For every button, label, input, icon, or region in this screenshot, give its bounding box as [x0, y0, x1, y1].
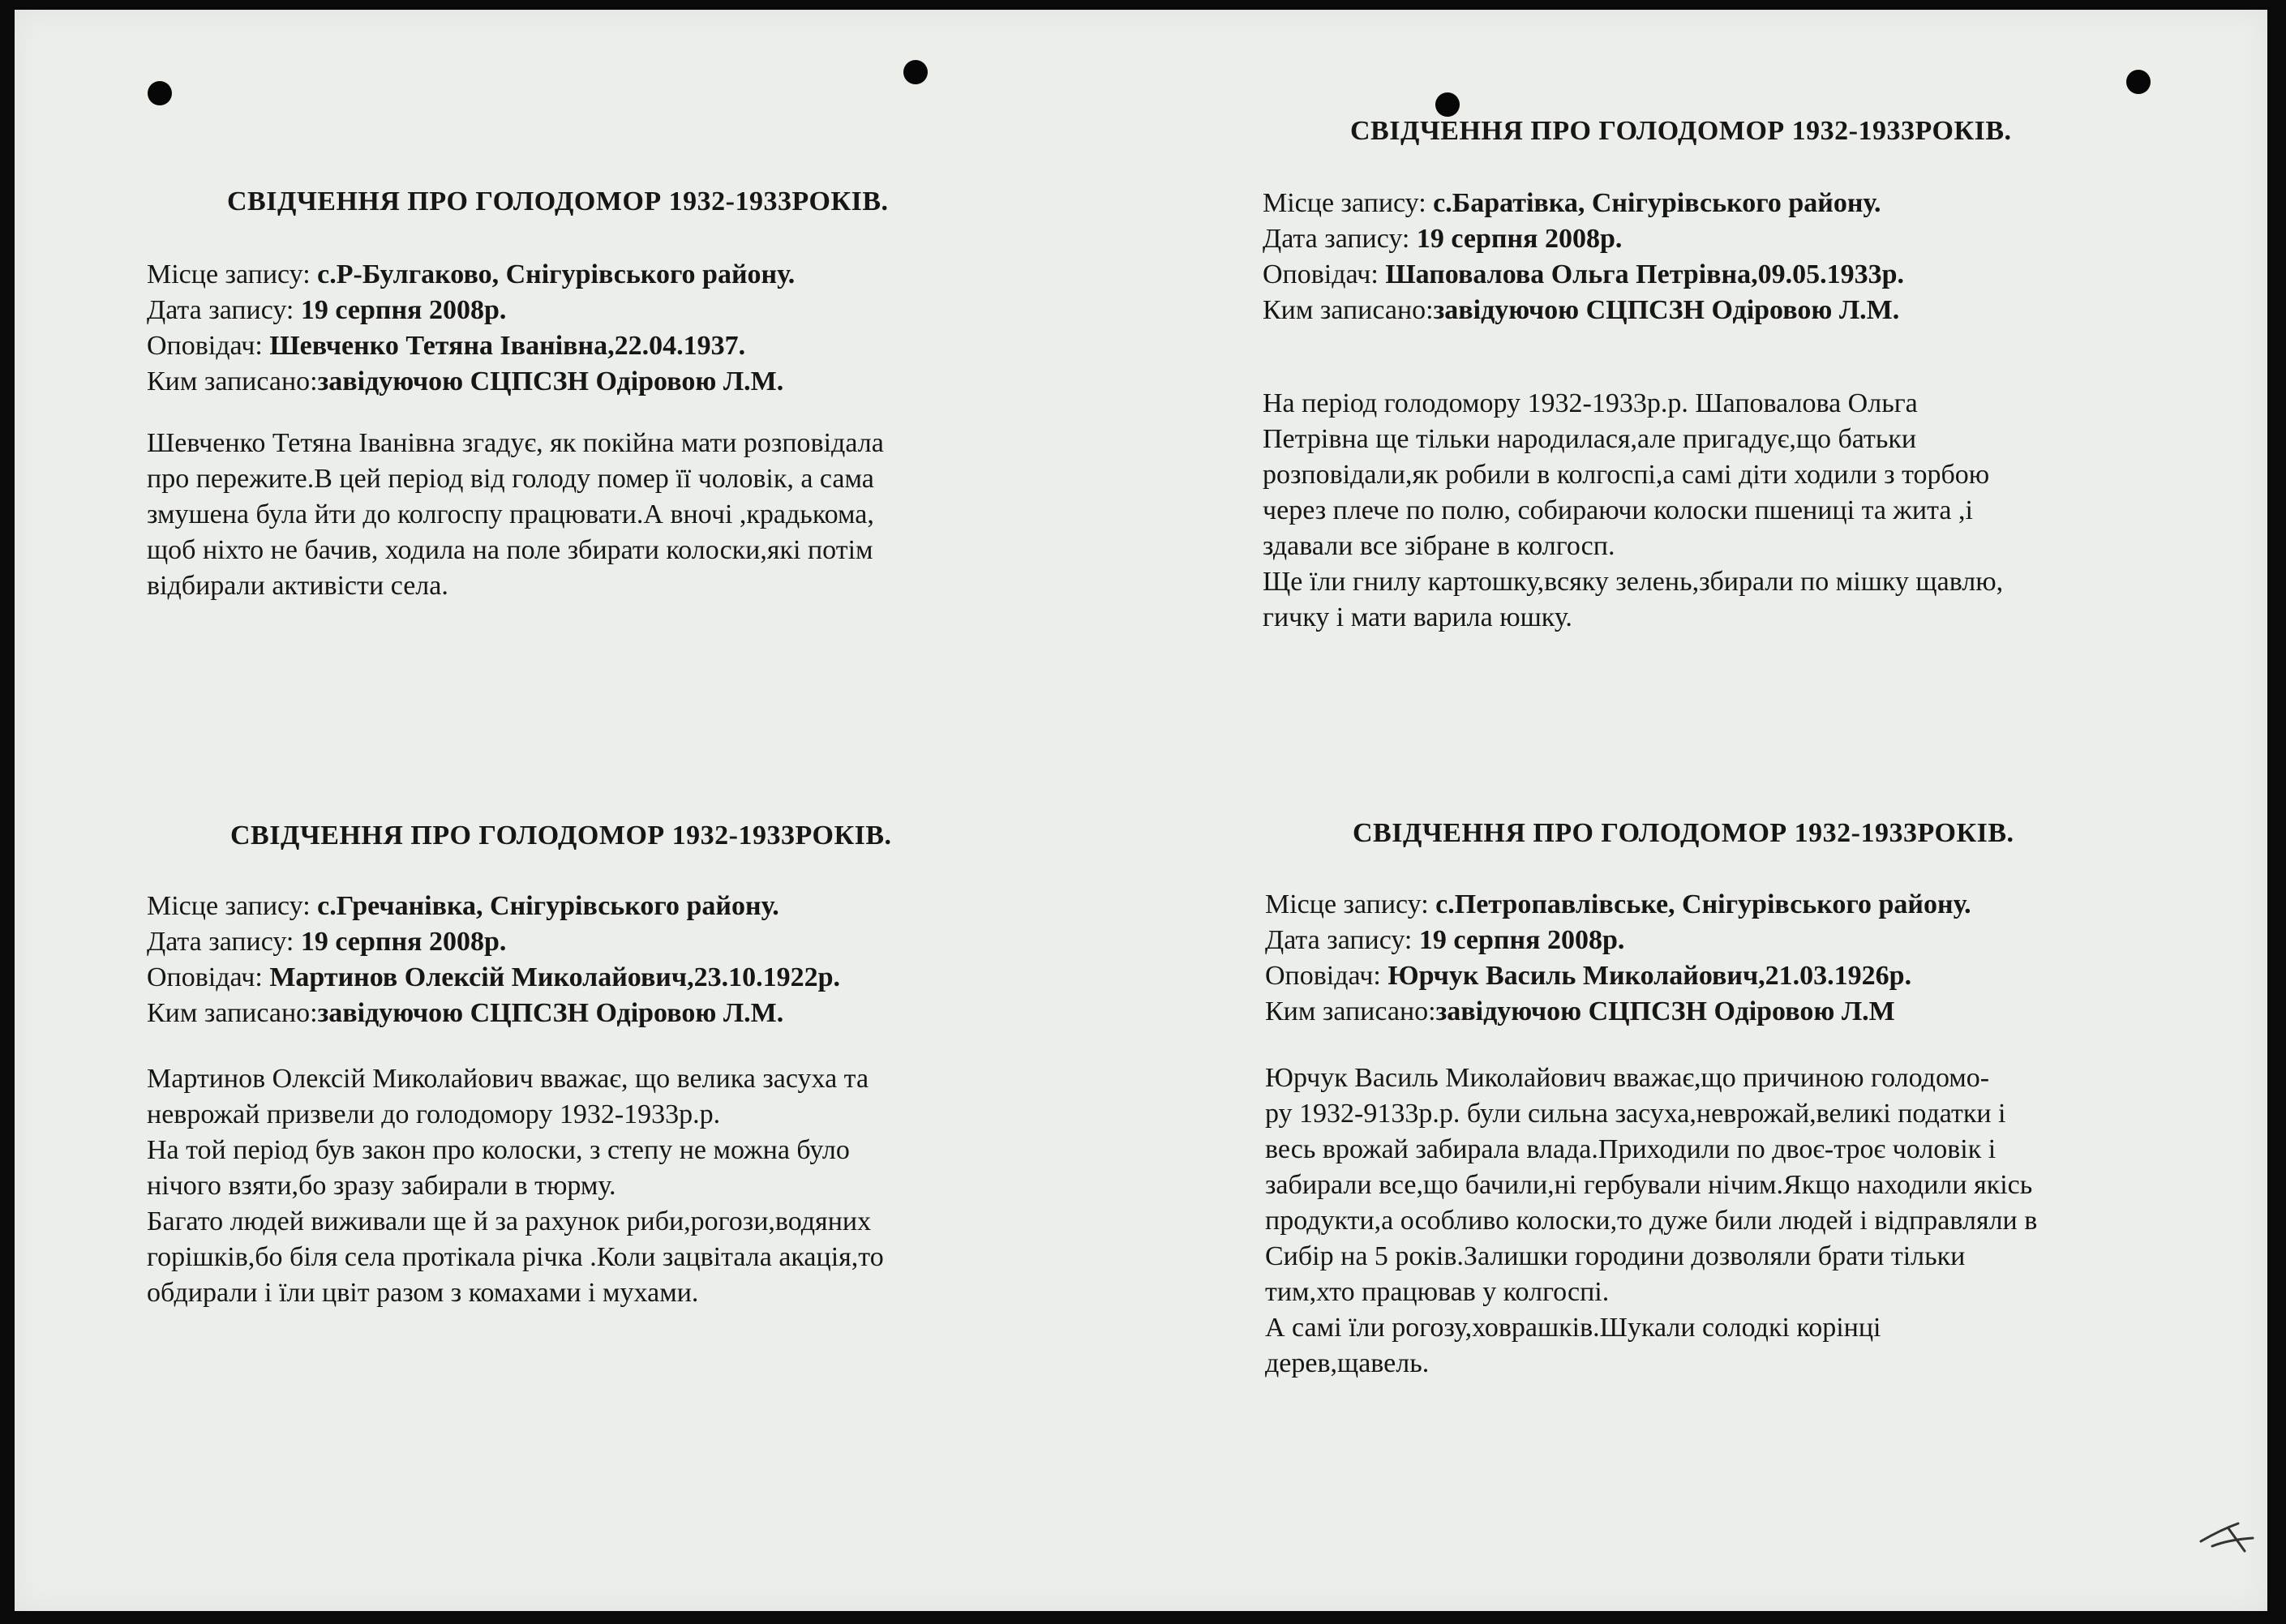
body-line: Шевченко Тетяна Іванівна згадує, як покійна мати розповідала	[147, 428, 884, 458]
body-line: обдирали і їли цвіт разом з комахами і мухами.	[147, 1278, 699, 1308]
section-title: СВІДЧЕННЯ ПРО ГОЛОДОМОР 1932-1933РОКІВ.	[1350, 116, 2012, 146]
body-line: Юрчук Василь Миколайович вважає,що причиною голодомо-	[1265, 1063, 1990, 1093]
body-line: про пережите.В цей період від голоду помер її чоловік, а сама	[147, 464, 874, 494]
testimony-meta-martynov	[147, 889, 840, 1031]
testimony-meta-shevchenko	[147, 257, 795, 400]
testimony-block-shapovalova	[1350, 116, 2012, 147]
body-line: На той період був закон про колоски, з степу не можна було	[147, 1135, 850, 1165]
narrator-line: Оповідач: Шевченко Тетяна Іванівна,22.04.1937.	[147, 331, 746, 361]
testimony-body-yurchuk	[1265, 1061, 2037, 1382]
section-title: СВІДЧЕННЯ ПРО ГОЛОДОМОР 1932-1933РОКІВ.	[1353, 818, 2014, 848]
recorder-line: Ким записано:завідуючою СЦПСЗН Одіровою Л.М.	[147, 366, 784, 396]
body-line: щоб ніхто не бачив, ходила на поле збирати колоски,які потім	[147, 535, 873, 565]
place-line: Місце запису: с.Баратівка, Снігурівського району.	[1263, 188, 1881, 218]
testimony-block-martynov	[230, 821, 892, 851]
body-line: весь врожай забирала влада.Приходили по двоє-троє чоловік і	[1265, 1134, 1996, 1164]
body-line: змушена була йти до колгоспу працювати.А вночі ,крадькома,	[147, 499, 874, 529]
narrator-line: Оповідач: Мартинов Олексій Миколайович,23.10.1922р.	[147, 962, 840, 992]
punch-hole-center	[903, 60, 928, 84]
date-line: Дата запису: 19 серпня 2008р.	[1263, 224, 1623, 254]
body-line: здавали все зібране в колгосп.	[1263, 531, 1615, 561]
testimony-meta-shapovalova	[1263, 186, 1904, 328]
date-line: Дата запису: 19 серпня 2008р.	[147, 295, 507, 325]
date-line: Дата запису: 19 серпня 2008р.	[1265, 925, 1625, 955]
place-line: Місце запису: с.Р-Булгаково, Снігурівського району.	[147, 259, 796, 289]
punch-hole-left	[148, 81, 172, 105]
testimony-body-shapovalova	[1263, 386, 2003, 636]
body-line: Ще їли гнилу картошку,всяку зелень,збирали по мішку щавлю,	[1263, 567, 2004, 597]
body-line: Багато людей виживали ще й за рахунок риби,рогози,водяних	[147, 1206, 872, 1236]
narrator-line: Оповідач: Шаповалова Ольга Петрівна,09.05.1933р.	[1263, 259, 1905, 289]
testimony-body-martynov	[147, 1061, 884, 1311]
body-line: продукти,а особливо колоски,то дуже били людей і відправляли в	[1265, 1206, 2038, 1236]
punch-hole-right	[2126, 70, 2151, 94]
body-line: дерев,щавель.	[1265, 1348, 1430, 1378]
body-line: нічого взяти,бо зразу забирали в тюрму.	[147, 1171, 616, 1201]
body-line: Петрівна ще тільки народилася,але пригадує,що батьки	[1263, 424, 1917, 454]
section-title: СВІДЧЕННЯ ПРО ГОЛОДОМОР 1932-1933РОКІВ.	[230, 821, 892, 851]
section-title: СВІДЧЕННЯ ПРО ГОЛОДОМОР 1932-1933РОКІВ.	[227, 186, 889, 216]
recorder-line: Ким записано:завідуючою СЦПСЗН Одіровою Л.М	[1265, 996, 1895, 1026]
testimony-block-yurchuk	[1353, 818, 2014, 849]
body-line: тим,хто працював у колгоспі.	[1265, 1277, 1610, 1307]
recorder-line: Ким записано:завідуючою СЦПСЗН Одіровою Л.М.	[1263, 295, 1900, 325]
recorder-line: Ким записано:завідуючою СЦПСЗН Одіровою Л.М.	[147, 998, 784, 1028]
body-line: неврожай призвели до голодомору 1932-1933р.р.	[147, 1099, 721, 1129]
body-line: А самі їли рогозу,ховрашків.Шукали солодкі корінці	[1265, 1313, 1881, 1343]
body-line: через плече по полю, собираючи колоски пшениці та жита ,і	[1263, 495, 1973, 525]
place-line: Місце запису: с.Гречанівка, Снігурівського району.	[147, 891, 779, 921]
narrator-line: Оповідач: Юрчук Василь Миколайович,21.03.1926р.	[1265, 961, 1912, 991]
body-line: ру 1932-9133р.р. були сильна засуха,неврожай,великі податки і	[1265, 1099, 2006, 1129]
body-line: відбирали активісти села.	[147, 571, 448, 601]
body-line: Мартинов Олексій Миколайович вважає, що велика засуха та	[147, 1064, 869, 1094]
punch-hole-center-right	[1435, 92, 1460, 117]
body-line: гичку і мати варила юшку.	[1263, 602, 1572, 632]
testimony-body-shevchenko	[147, 426, 884, 604]
testimony-meta-yurchuk	[1265, 887, 1971, 1030]
date-line: Дата запису: 19 серпня 2008р.	[147, 927, 507, 957]
place-line: Місце запису: с.Петропавлівське, Снігурівського району.	[1265, 889, 1971, 919]
body-line: На період голодомору 1932-1933р.р. Шаповалова Ольга	[1263, 388, 1918, 418]
body-line: забирали все,що бачили,ні гербували нічим.Якщо находили якісь	[1265, 1170, 2033, 1200]
handwritten-mark-icon	[2196, 1514, 2261, 1566]
document-page	[15, 10, 2267, 1611]
testimony-block-shevchenko	[227, 186, 889, 217]
body-line: горішків,бо біля села протікала річка .Коли зацвітала акація,то	[147, 1242, 884, 1272]
body-line: розповідали,як робили в колгоспі,а самі діти ходили з торбою	[1263, 460, 1990, 490]
body-line: Сибір на 5 років.Залишки городини дозволяли брати тільки	[1265, 1241, 1966, 1271]
